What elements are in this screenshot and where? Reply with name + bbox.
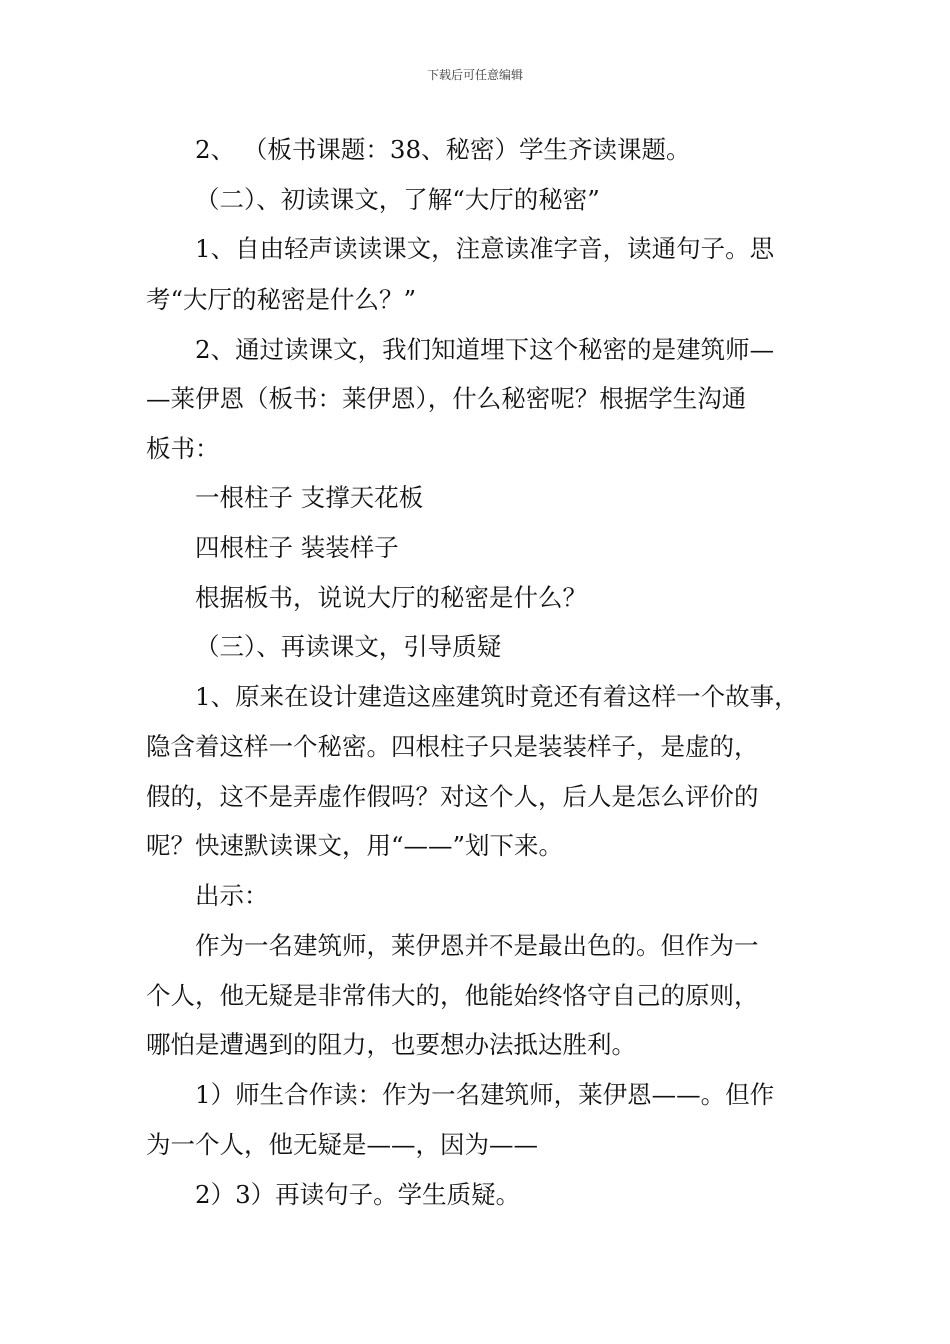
paragraph-line: 2、通过读课文，我们知道埋下这个秘密的是建筑师—	[195, 335, 775, 364]
quote-line: 哪怕是遭遇到的阻力，也要想办法抵达胜利。	[146, 1030, 636, 1059]
paragraph-line: 2）3）再读句子。学生质疑。	[195, 1180, 521, 1209]
paragraph-line: 2、 （板书课题：38、秘密）学生齐读课题。	[195, 135, 691, 164]
paragraph-line: 为一个人，他无疑是——，因为——	[146, 1130, 538, 1159]
paragraph-line: 呢？快速默读课文，用“——”划下来。	[146, 831, 564, 860]
board-note-line: 四根柱子 装装样子	[195, 533, 399, 562]
paragraph-line: 隐含着这样一个秘密。四根柱子只是装装样子，是虚的，	[146, 732, 759, 761]
paragraph-line: 1）师生合作读：作为一名建筑师，莱伊恩——。但作	[195, 1080, 775, 1109]
paragraph-line: 1、自由轻声读读课文，注意读准字音，读通句子。思	[195, 234, 775, 263]
paragraph-line: 板书：	[146, 434, 220, 463]
paragraph-line: 考“大厅的秘密是什么？”	[146, 285, 417, 314]
section-heading: （三）、再读课文，引导质疑	[195, 632, 502, 661]
quote-line: 作为一名建筑师，莱伊恩并不是最出色的。但作为一	[195, 931, 759, 960]
paragraph-line: 1、原来在设计建造这座建筑时竟还有着这样一个故事，	[195, 682, 799, 711]
paragraph-line: 假的，这不是弄虚作假吗？对这个人，后人是怎么评价的	[146, 782, 759, 811]
paragraph-line: —莱伊恩（板书：莱伊恩），什么秘密呢？根据学生沟通	[146, 384, 747, 413]
paragraph-line: 出示：	[195, 881, 269, 910]
page-header: 下载后可任意编辑	[426, 68, 523, 82]
quote-line: 个人，他无疑是非常伟大的，他能始终恪守自己的原则，	[146, 981, 759, 1010]
section-heading: （二）、初读课文，了解“大厅的秘密”	[195, 185, 600, 214]
paragraph-line: 根据板书，说说大厅的秘密是什么？	[195, 583, 587, 612]
board-note-line: 一根柱子 支撑天花板	[195, 483, 424, 512]
